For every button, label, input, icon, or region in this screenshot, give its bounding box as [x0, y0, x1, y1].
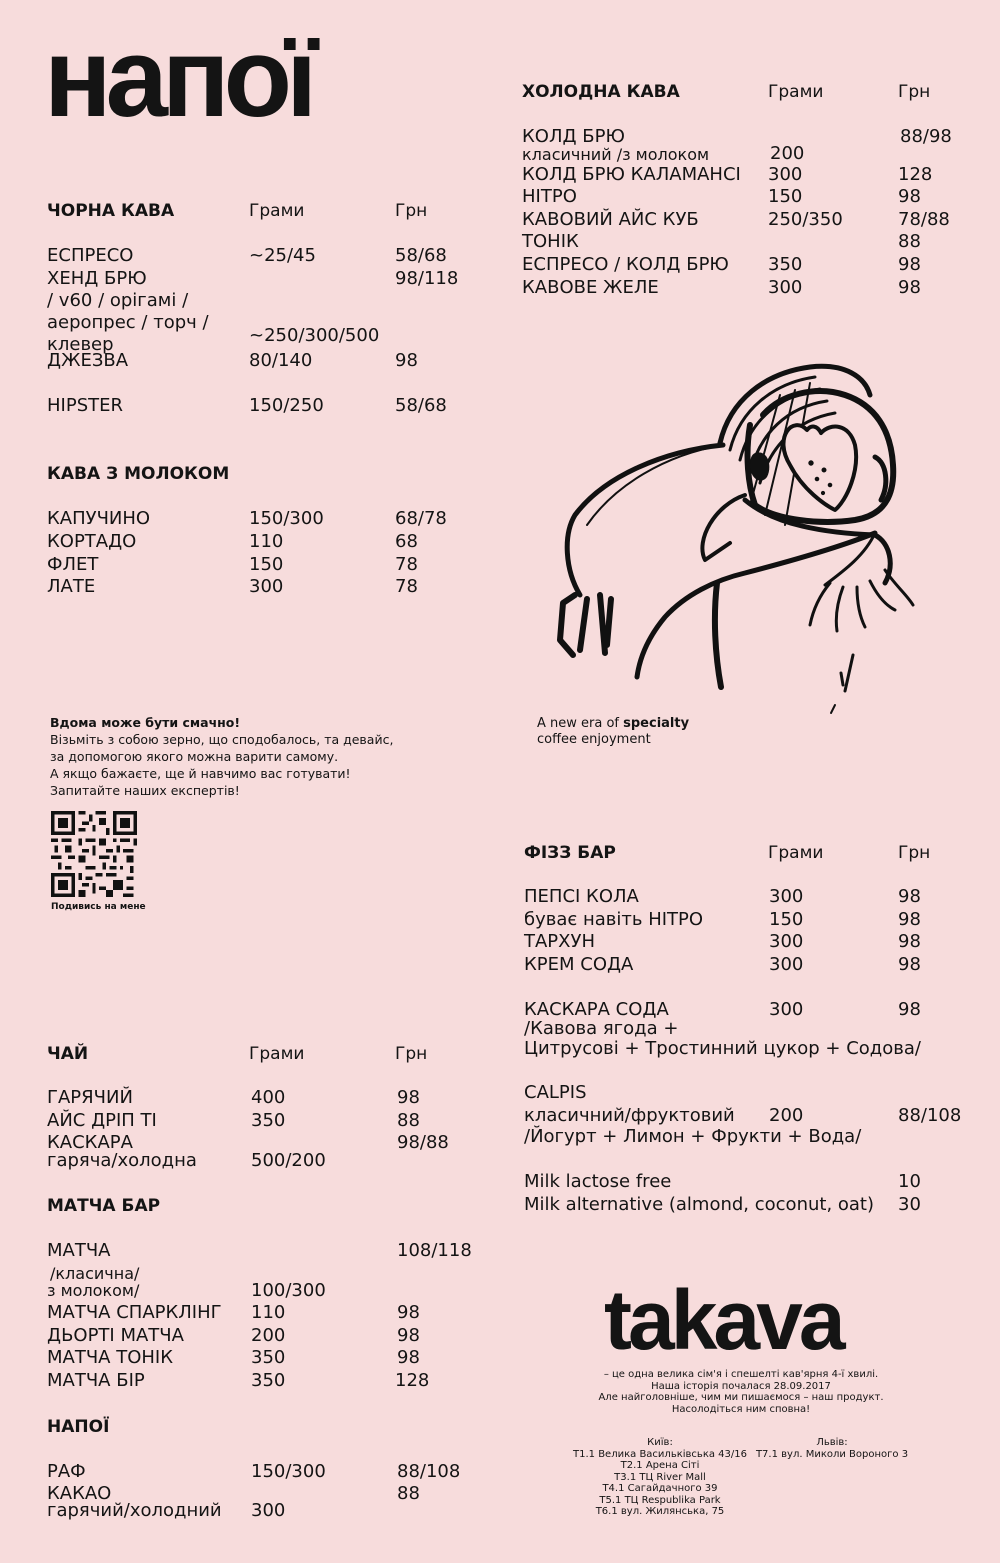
item-grams: 110: [249, 531, 284, 552]
item-price: 88: [397, 1110, 420, 1131]
column-price: Грн: [395, 201, 428, 221]
qr-caption: Подивись на мене: [51, 902, 146, 912]
column-grams: Грами: [768, 843, 824, 863]
item-name: РАФ: [47, 1461, 86, 1482]
item-name: ДЖЕЗВА: [47, 350, 129, 371]
item-price: 98/88: [397, 1132, 449, 1153]
item-grams: 300: [769, 954, 804, 975]
location-item: Т6.1 вул. Жилянська, 75: [595, 1506, 725, 1517]
item-name: ГАРЯЧИЙ: [47, 1087, 133, 1108]
item-grams: ~250/300/500: [249, 325, 380, 346]
item-price: 98: [898, 277, 921, 298]
item-grams: 300: [769, 999, 804, 1020]
item-name: КОЛД БРЮ КАЛАМАНСІ: [522, 164, 741, 185]
location-item: Т5.1 ТЦ Respublika Park: [599, 1494, 721, 1506]
location-item: Т4.1 Сагайдачного 39: [602, 1483, 718, 1494]
column-grams: Грами: [249, 201, 305, 221]
home-note-line: Візьміть з собою зерно, що сподобалось, та девайс,: [50, 732, 394, 747]
home-note-heading: Вдома може бути смачно!: [50, 715, 241, 730]
item-grams: 100/300: [251, 1280, 326, 1301]
item-price: 98/118: [395, 268, 459, 289]
item-price: 98: [898, 909, 921, 930]
item-price: 58/68: [395, 395, 447, 416]
character-illustration: [545, 355, 925, 719]
section-heading-fizz: ФІЗЗ БАР: [524, 843, 616, 863]
qr-code[interactable]: [51, 810, 137, 902]
item-grams: ~25/45: [249, 245, 316, 266]
item-grams: 150: [769, 909, 804, 930]
item-grams: 150/250: [249, 395, 324, 416]
column-grams: Грами: [249, 1044, 305, 1064]
item-detail: Цитрусові + Тростинний цукор + Содова/: [524, 1038, 921, 1059]
item-grams: 250/350: [768, 209, 843, 230]
item-detail: /Кавова ягода +: [524, 1018, 679, 1039]
item-price: 10: [898, 1171, 921, 1192]
column-price: Грн: [395, 1044, 428, 1064]
item-price: 98: [898, 886, 921, 907]
lviv-locations: [752, 1437, 912, 1460]
section-heading-cold-coffee: ХОЛОДНА КАВА: [522, 82, 680, 102]
location-item: Т2.1 Арена Сіті: [620, 1460, 700, 1471]
item-price: 88/108: [898, 1105, 962, 1126]
item-price: 88/98: [900, 126, 952, 147]
item-price: 108/118: [397, 1240, 472, 1261]
item-grams: 150: [768, 186, 803, 207]
item-price: 98: [898, 254, 921, 275]
location-item: Т7.1 вул. Миколи Вороного 3: [755, 1448, 909, 1460]
item-price: 98: [898, 954, 921, 975]
item-name: ЛАТЕ: [47, 576, 96, 597]
item-price: 128: [395, 1370, 430, 1391]
item-price: 58/68: [395, 245, 447, 266]
item-name: CALPIS: [524, 1082, 587, 1103]
item-grams: 150/300: [251, 1461, 326, 1482]
page-title: напої: [44, 15, 312, 140]
item-name: ПЕПСІ КОЛА: [524, 886, 639, 907]
item-name: КАСКАРА СОДА: [524, 999, 669, 1020]
item-name: КАСКАРА: [47, 1132, 133, 1153]
item-name: Milk lactose free: [524, 1171, 672, 1192]
item-grams: 200: [251, 1325, 286, 1346]
home-note-line: Запитайте наших експертів!: [50, 783, 240, 798]
item-grams: 150/300: [249, 508, 324, 529]
item-grams: 350: [251, 1370, 286, 1391]
home-note-line: за допомогою якого можна варити самому.: [50, 749, 339, 764]
item-price: 98: [397, 1347, 420, 1368]
item-detail: класичний/фруктовий: [524, 1105, 735, 1126]
item-grams: 80/140: [249, 350, 313, 371]
item-name: ТАРХУН: [524, 931, 595, 952]
item-name: КАВОВИЙ АЙС КУБ: [522, 209, 699, 230]
item-price: 88: [898, 231, 921, 252]
section-heading-black-coffee: ЧОРНА КАВА: [47, 201, 175, 221]
item-price: 98: [397, 1302, 420, 1323]
item-detail: /Йогурт + Лимон + Фрукти + Вода/: [524, 1126, 862, 1147]
brand-logo: takava: [604, 1273, 842, 1367]
item-detail: /класична/: [50, 1264, 140, 1283]
section-heading-tea: ЧАЙ: [47, 1044, 89, 1064]
item-grams: 200: [769, 1105, 804, 1126]
item-grams: 300: [249, 576, 284, 597]
item-price: 68/78: [395, 508, 447, 529]
item-name: ЕСПРЕСО: [47, 245, 134, 266]
item-detail: клевер: [47, 334, 114, 355]
item-price: 98: [898, 186, 921, 207]
item-name: КОЛД БРЮ: [522, 126, 625, 147]
item-name: МАТЧА БІР: [47, 1370, 145, 1391]
item-price: 88: [397, 1483, 420, 1504]
item-name: МАТЧА ТОНІК: [47, 1347, 173, 1368]
item-detail: з молоком/: [47, 1281, 140, 1300]
item-name: ХЕНД БРЮ: [47, 268, 147, 289]
item-price: 88/108: [397, 1461, 461, 1482]
item-detail: гарячий/холодний: [47, 1500, 222, 1521]
item-name: ТОНІК: [522, 231, 579, 252]
item-price: 98: [898, 931, 921, 952]
item-detail: класичний /з молоком: [522, 145, 710, 164]
item-grams: 150: [249, 554, 284, 575]
item-name: НІТРО: [522, 186, 577, 207]
brand-about: – це одна велика сім'я і спешелті кав'ярня 4-ї хвилі. Наша історія почалася 28.09.2017 Але найголовніше, чим ми пишаємося – наш продукт. Насолодіться ним сповна!: [598, 1369, 884, 1415]
item-name: АЙС ДРІП ТІ: [47, 1110, 157, 1131]
item-price: 98: [397, 1325, 420, 1346]
item-name: Milk alternative (almond, coconut, oat): [524, 1194, 875, 1215]
item-name: ЕСПРЕСО / КОЛД БРЮ: [522, 254, 729, 275]
item-price: 128: [898, 164, 933, 185]
item-price: 98: [395, 350, 418, 371]
item-price: 30: [898, 1194, 921, 1215]
column-price: Грн: [898, 82, 931, 102]
location-item: Т1.1 Велика Васильківська 43/16: [573, 1448, 747, 1460]
item-name: КРЕМ СОДА: [524, 954, 634, 975]
item-grams: 300: [769, 931, 804, 952]
section-heading-milk-coffee: КАВА З МОЛОКОМ: [47, 464, 230, 484]
item-name: КАВОВЕ ЖЕЛЕ: [522, 277, 659, 298]
item-price: 98: [898, 999, 921, 1020]
section-heading-drinks: НАПОЇ: [47, 1417, 110, 1437]
item-grams: 350: [251, 1347, 286, 1368]
kyiv-locations: [560, 1437, 760, 1518]
item-name: МАТЧА СПАРКЛІНГ: [47, 1302, 222, 1323]
item-grams: 300: [251, 1500, 286, 1521]
item-grams: 110: [251, 1302, 286, 1323]
lviv-label: Львів:: [816, 1437, 848, 1448]
item-detail: аеропрес / торч /: [47, 312, 209, 333]
item-price: 68: [395, 531, 418, 552]
item-grams: 400: [251, 1087, 286, 1108]
item-name: ФЛЕТ: [47, 554, 99, 575]
column-price: Грн: [898, 843, 931, 863]
home-note-line: А якщо бажаєте, ще й навчимо вас готувати!: [50, 766, 351, 781]
item-grams: 300: [769, 886, 804, 907]
location-item: Т3.1 ТЦ River Mall: [614, 1471, 706, 1483]
item-price: 78: [395, 554, 418, 575]
item-name: КОРТАДО: [47, 531, 137, 552]
item-name: ДЬОРТІ МАТЧА: [47, 1325, 184, 1346]
item-name: МАТЧА: [47, 1240, 111, 1261]
tagline: A new era of specialty coffee enjoyment: [537, 716, 690, 747]
kyiv-label: Київ:: [647, 1437, 673, 1448]
item-grams: 300: [768, 164, 803, 185]
item-grams: 350: [768, 254, 803, 275]
item-price: 78: [395, 576, 418, 597]
item-grams: 300: [768, 277, 803, 298]
item-name: КАКАО: [47, 1483, 112, 1504]
column-grams: Грами: [768, 82, 824, 102]
item-name: HIPSTER: [47, 395, 123, 416]
item-price: 98: [397, 1087, 420, 1108]
item-name: КАПУЧИНО: [47, 508, 151, 529]
item-name: буває навіть НІТРО: [524, 909, 704, 930]
item-detail: / v60 / орігамі /: [47, 290, 189, 311]
item-price: 78/88: [898, 209, 950, 230]
section-heading-matcha: МАТЧА БАР: [47, 1196, 161, 1216]
item-grams: 200: [770, 143, 805, 164]
item-grams: 500/200: [251, 1150, 326, 1171]
item-grams: 350: [251, 1110, 286, 1131]
item-detail: гаряча/холодна: [47, 1150, 197, 1171]
